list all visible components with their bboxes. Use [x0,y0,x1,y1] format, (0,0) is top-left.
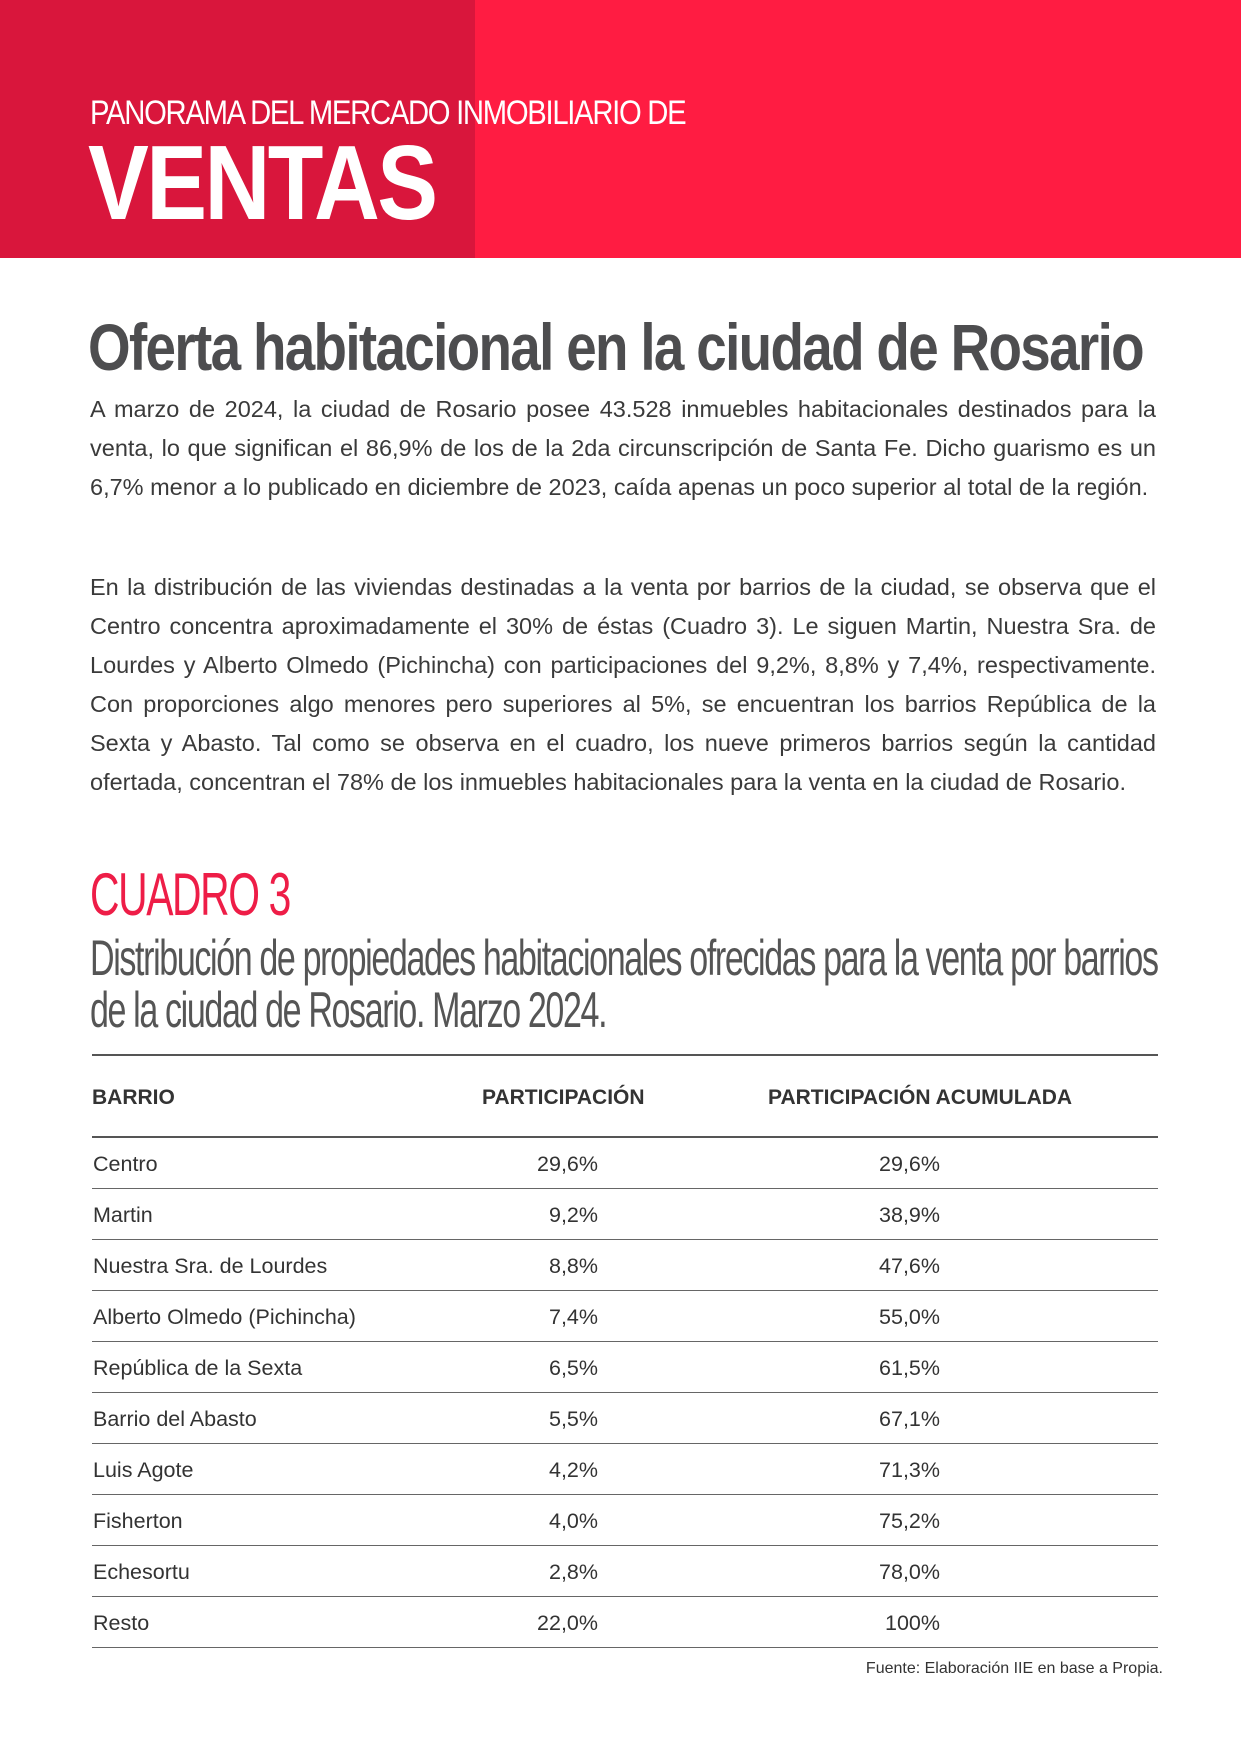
cell-participacion: 8,8% [548,1254,598,1278]
header-title: VENTAS [88,124,436,242]
cell-barrio: Alberto Olmedo (Pichincha) [93,1305,356,1329]
column-header-participacion: PARTICIPACIÓN [482,1086,645,1109]
cell-participacion: 6,5% [548,1356,598,1380]
table-row [92,1546,1158,1597]
cell-barrio: Centro [93,1152,158,1176]
table-row [92,1393,1158,1444]
paragraph-2: En la distribución de las viviendas destinadas a la venta por barrios de la ciudad, se observa que el Centro concentra aproximadamente el 30% de éstas (Cuadro 3). Le siguen Martin, Nuestra Sra. de Lourdes y Alberto Olmedo (Pichincha) con participaciones del 9,2%, 8,8% y 7,4%, respectivamente. Con proporciones algo menores pero superiores al 5%, se encuentran los barrios República de la Sexta y Abasto. Tal como se observa en el cuadro, los nueve primeros barrios según la cantidad ofertada, concentran el 78% de los inmuebles habitacionales para la venta en la ciudad de Rosario. [90,574,1156,795]
table-row [92,1138,1158,1189]
table-row [92,1495,1158,1546]
column-header-barrio: BARRIO [92,1086,175,1109]
paragraph-1: A marzo de 2024, la ciudad de Rosario posee 43.528 inmuebles habitacionales destinados para la venta, lo que significan el 86,9% de los de la 2da circunscripción de Santa Fe. Dicho guarismo es un 6,7% menor a lo publicado en diciembre de 2023, caída apenas un poco superior al total de la región. [90,396,1156,500]
cell-participacion-acumulada: 47,6% [879,1254,940,1278]
table-body [92,1138,1158,1648]
cell-participacion-acumulada: 38,9% [879,1203,940,1227]
column-header-participacion-acumulada: PARTICIPACIÓN ACUMULADA [768,1086,1073,1109]
section-title: Oferta habitacional en la ciudad de Rosario [88,310,1143,384]
cell-participacion-acumulada: 67,1% [879,1407,940,1431]
table-row [92,1291,1158,1342]
cell-barrio: Nuestra Sra. de Lourdes [93,1254,328,1278]
cell-participacion: 5,5% [548,1407,598,1431]
distribution-table [92,1054,1158,1648]
cell-participacion-acumulada: 78,0% [879,1560,940,1584]
cell-participacion-acumulada: 75,2% [879,1509,940,1533]
cell-participacion-acumulada: 71,3% [879,1458,940,1482]
cell-participacion: 4,0% [548,1509,598,1533]
cell-participacion-acumulada: 55,0% [879,1305,940,1329]
header-banner [0,0,1241,258]
cell-participacion-acumulada: 100% [885,1611,940,1635]
source-note: Fuente: Elaboración IIE en base a Propia. [865,1660,1163,1677]
cuadro-title-line-2: de la ciudad de Rosario. Marzo 2024. [90,982,607,1038]
cell-barrio: Fisherton [93,1509,183,1533]
cell-barrio: Echesortu [93,1560,190,1584]
cell-participacion: 9,2% [548,1203,598,1227]
table-row [92,1597,1158,1648]
cell-barrio: Resto [93,1611,150,1635]
table-row [92,1444,1158,1495]
cuadro-label: CUADRO 3 [90,861,290,928]
cell-barrio: República de la Sexta [93,1356,303,1380]
cell-participacion: 22,0% [537,1611,598,1635]
cell-barrio: Luis Agote [93,1458,194,1482]
cell-barrio: Martin [93,1203,153,1227]
table-row [92,1342,1158,1393]
table-header [92,1054,1158,1138]
cell-participacion: 7,4% [548,1305,598,1329]
header-kicker: PANORAMA DEL MERCADO INMOBILIARIO DE [90,94,686,132]
table-row [92,1240,1158,1291]
cell-participacion: 2,8% [548,1560,598,1584]
cuadro-title-line-1: Distribución de propiedades habitacionales ofrecidas para la venta por barrios [90,930,1158,986]
cell-participacion-acumulada: 29,6% [879,1152,940,1176]
cell-participacion: 4,2% [548,1458,598,1482]
table-row [92,1189,1158,1240]
cell-participacion: 29,6% [537,1152,598,1176]
cell-participacion-acumulada: 61,5% [879,1356,940,1380]
cell-barrio: Barrio del Abasto [93,1407,257,1431]
cuadro-title [90,932,1158,1036]
